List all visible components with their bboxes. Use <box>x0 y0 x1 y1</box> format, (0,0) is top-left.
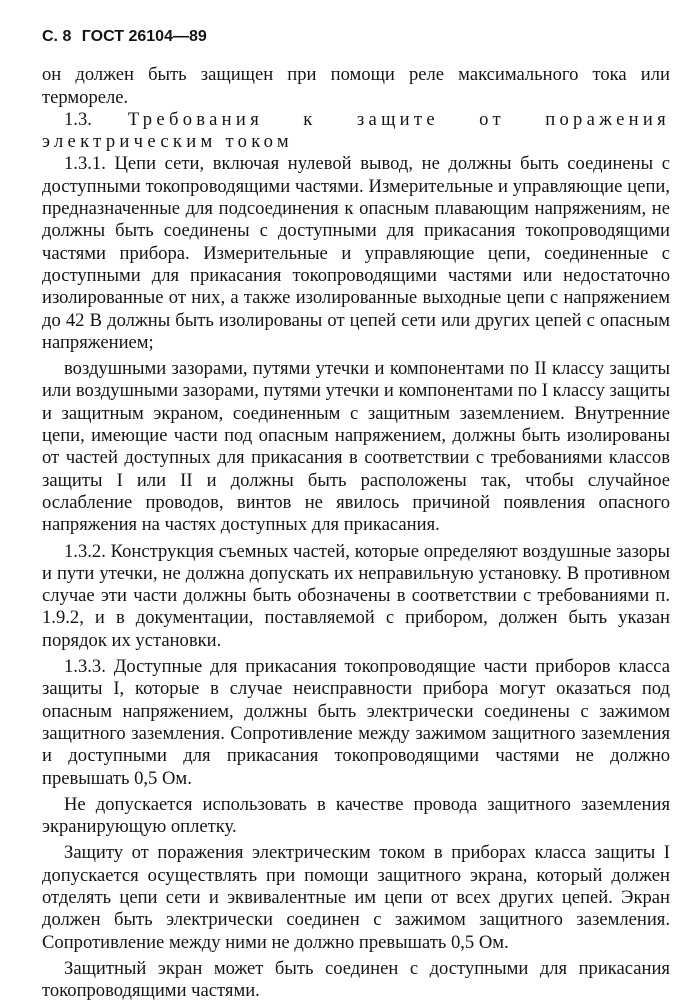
section-title: Требования к защите от поражения электрическим током <box>42 108 670 153</box>
section-heading <box>42 109 670 154</box>
paragraph-protective-screen: Защиту от поражения электрическим током в приборах класса защиты I допускается осуществлять при помощи защитного экрана, который должен отделять цепи сети и эквивалентные им цепи от всех других цепей. Экран должен быть электрически соединен с зажимом защитного заземления. Сопротивление между ними не должно превышать 0,5 Ом. <box>42 842 670 953</box>
section-number: 1.3. <box>64 108 92 130</box>
paragraph-shield-braid: Не допускается использовать в качестве провода защитного заземления экранирующую оплетку. <box>42 793 670 838</box>
clause-1-3-1-continuation: воздушными зазорами, путями утечки и компонентами по II классу защиты или воздушными зазорами, путями утечки и компонентами по I классу защиты и защитным экраном, соединенным с защитным заземлением. Внутренние цепи, имеющие части под опасным напряжением, должны быть изолированы от частей доступных для прикасания в соответствии с требованиями классов защиты I или II и должны быть расположены так, чтобы случайное ослабление проводов, винтов не явилось причиной появления опасного напряжения на частях доступных для прикасания. <box>42 358 670 536</box>
paragraph-continuation: он должен быть защищен при помощи реле максимального тока или термореле. <box>42 64 670 108</box>
page-number: С. 8 <box>42 28 72 45</box>
clause-1-3-3: 1.3.3. Доступные для прикасания токопроводящие части приборов класса защиты I, которые в случае неисправности прибора могут оказаться под опасным напряжением, должны быть электрически соединены с зажимом защитного заземления. Сопротивление между зажимом защитного заземления и доступными для прикасания токопроводящими частями не должно превышать 0,5 Ом. <box>42 656 670 789</box>
page-header <box>42 26 670 48</box>
paragraph-screen-connection: Защитный экран может быть соединен с доступными для прикасания токопроводящими частями. <box>42 957 670 1002</box>
clause-1-3-2: 1.3.2. Конструкция съемных частей, которые определяют воздушные зазоры и пути утечки, не должна допускать их неправильную установку. В противном случае эти части должны быть обозначены в соответствии с требованиями п. 1.9.2, и в документации, поставляемой с прибором, должен быть указан порядок их установки. <box>42 540 670 651</box>
standard-code: ГОСТ 26104—89 <box>81 28 207 45</box>
clause-1-3-1: 1.3.1. Цепи сети, включая нулевой вывод, не должны быть соединены с доступными токопроводящими частями. Измерительные и управляющие цепи, предназначенные для подсоединения к опасным плавающим напряжениям, не должны быть соединены с доступными для прикасания токопроводящими частями прибора. Измерительные и управляющие цепи, соединенные с доступными для прикасания токопроводящими частями или недостаточно изолированные от них, а также изолированные выходные цепи с напряжением до 42 В должны быть изолированы от цепей сети или других цепей с опасным напряжением; <box>42 153 670 353</box>
